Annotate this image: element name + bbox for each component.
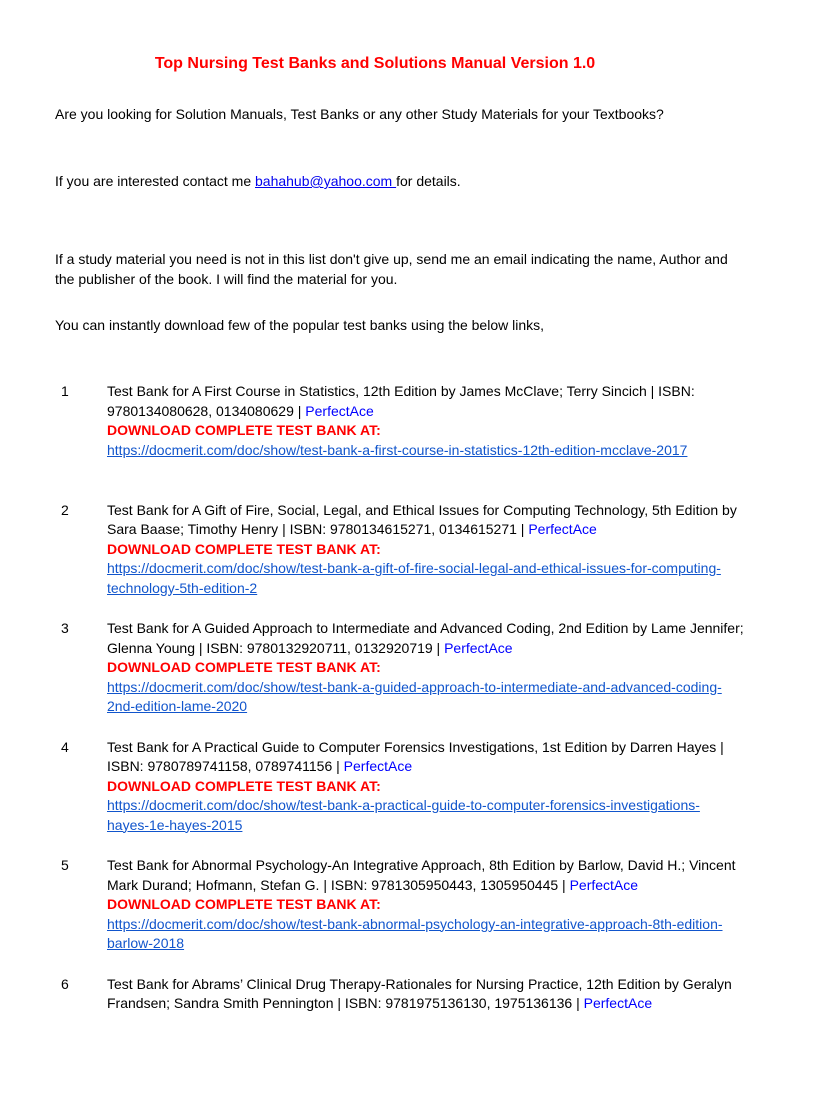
item-title-line-1: Test Bank for A Practical Guide to Computer Forensics Investigations, 1st Edition by Darren Hayes |	[107, 738, 797, 758]
list-item	[0, 382, 816, 501]
item-number: 1	[61, 382, 69, 402]
item-title-line-2	[107, 994, 797, 1014]
download-link[interactable]: https://docmerit.com/doc/show/test-bank-a-first-course-in-statistics-12th-edition-mcclave-2017	[107, 442, 687, 458]
item-body	[107, 856, 797, 954]
item-body	[107, 501, 797, 599]
item-number: 2	[61, 501, 69, 521]
item-isbn-text: Mark Durand; Hofmann, Stefan G. | ISBN: 9781305950443, 1305950445 |	[107, 877, 570, 893]
download-link-continued[interactable]: hayes-1e-hayes-2015	[107, 817, 242, 833]
contact-paragraph	[55, 171, 775, 191]
item-isbn-text: ISBN: 9780789741158, 0789741156 |	[107, 758, 344, 774]
item-title-line-2	[107, 520, 797, 540]
list-item	[0, 501, 816, 620]
item-number: 6	[61, 975, 69, 995]
item-number: 3	[61, 619, 69, 639]
download-intro: You can instantly download few of the popular test banks using the below links,	[55, 315, 775, 335]
item-isbn-text: Sara Baase; Timothy Henry | ISBN: 9780134615271, 0134615271 |	[107, 521, 528, 537]
item-title-line-1: Test Bank for Abnormal Psychology-An Integrative Approach, 8th Edition by Barlow, David H.; Vincent	[107, 856, 797, 876]
test-bank-list	[0, 382, 816, 1093]
item-number: 4	[61, 738, 69, 758]
item-title-line-1: Test Bank for A First Course in Statistics, 12th Edition by James McClave; Terry Sincich | ISBN:	[107, 382, 797, 402]
item-title-line-2	[107, 876, 797, 896]
download-link[interactable]: https://docmerit.com/doc/show/test-bank-a-gift-of-fire-social-legal-and-ethical-issues-for-computing-	[107, 560, 721, 576]
item-title-line-2	[107, 402, 797, 422]
item-title-line-2	[107, 639, 797, 659]
download-label: DOWNLOAD COMPLETE TEST BANK AT:	[107, 777, 797, 797]
item-isbn-text: 9780134080628, 0134080629 |	[107, 403, 305, 419]
list-item	[0, 619, 816, 738]
item-body	[107, 382, 797, 460]
request-paragraph	[55, 249, 775, 289]
page-title: Top Nursing Test Banks and Solutions Manual Version 1.0	[0, 55, 750, 73]
item-isbn-text: Glenna Young | ISBN: 9780132920711, 0132920719 |	[107, 640, 444, 656]
item-body	[107, 619, 797, 717]
download-link[interactable]: https://docmerit.com/doc/show/test-bank-a-practical-guide-to-computer-forensics-investigations-	[107, 797, 700, 813]
item-isbn-text: Frandsen; Sandra Smith Pennington | ISBN: 9781975136130, 1975136136 |	[107, 995, 584, 1011]
request-line-1: If a study material you need is not in this list don't give up, send me an email indicating the name, Author and	[55, 249, 775, 269]
item-body	[107, 738, 797, 836]
item-title-line-1: Test Bank for A Gift of Fire, Social, Legal, and Ethical Issues for Computing Technology, 5th Edition by	[107, 501, 797, 521]
item-title-line-1: Test Bank for Abrams’ Clinical Drug Therapy-Rationales for Nursing Practice, 12th Edition by Geralyn	[107, 975, 797, 995]
contact-text-after: for details.	[396, 173, 461, 189]
item-title-line-2	[107, 757, 797, 777]
download-link[interactable]: https://docmerit.com/doc/show/test-bank-abnormal-psychology-an-integrative-approach-8th-edition-	[107, 916, 723, 932]
item-title-line-1: Test Bank for A Guided Approach to Intermediate and Advanced Coding, 2nd Edition by Lame Jennifer;	[107, 619, 797, 639]
vendor-label: PerfectAce	[444, 640, 512, 656]
contact-text-before: If you are interested contact me	[55, 173, 255, 189]
list-item	[0, 738, 816, 857]
download-label: DOWNLOAD COMPLETE TEST BANK AT:	[107, 658, 797, 678]
vendor-label: PerfectAce	[570, 877, 638, 893]
download-label: DOWNLOAD COMPLETE TEST BANK AT:	[107, 540, 797, 560]
vendor-label: PerfectAce	[528, 521, 596, 537]
vendor-label: PerfectAce	[584, 995, 652, 1011]
vendor-label: PerfectAce	[344, 758, 412, 774]
list-item	[0, 856, 816, 975]
download-link[interactable]: https://docmerit.com/doc/show/test-bank-a-guided-approach-to-intermediate-and-advanced-coding-	[107, 679, 722, 695]
email-link[interactable]: bahahub@yahoo.com	[255, 173, 396, 189]
download-label: DOWNLOAD COMPLETE TEST BANK AT:	[107, 421, 797, 441]
download-link-continued[interactable]: technology-5th-edition-2	[107, 580, 257, 596]
vendor-label: PerfectAce	[305, 403, 373, 419]
list-item	[0, 975, 816, 1093]
item-number: 5	[61, 856, 69, 876]
download-link-continued[interactable]: barlow-2018	[107, 935, 184, 951]
item-body	[107, 975, 797, 1014]
download-link-continued[interactable]: 2nd-edition-lame-2020	[107, 698, 247, 714]
intro-paragraph: Are you looking for Solution Manuals, Test Banks or any other Study Materials for your Textbooks?	[55, 104, 775, 124]
download-label: DOWNLOAD COMPLETE TEST BANK AT:	[107, 895, 797, 915]
request-line-2: the publisher of the book. I will find the material for you.	[55, 269, 775, 289]
